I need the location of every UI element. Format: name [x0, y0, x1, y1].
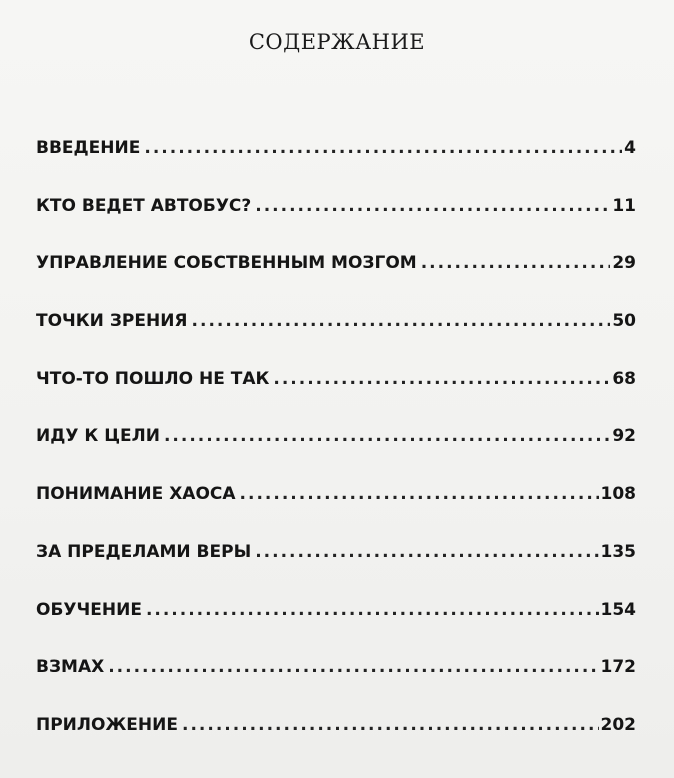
toc-entry	[36, 253, 636, 311]
toc-entry-label: ВЗМАХ	[36, 657, 105, 678]
page-title: СОДЕРЖАНИЕ	[248, 30, 426, 54]
toc-entry	[36, 369, 636, 427]
toc-entry-page: 4	[624, 138, 636, 158]
toc-entry-page: 29	[612, 253, 636, 274]
toc-entry	[36, 484, 636, 542]
toc-entry-page: 108	[600, 484, 636, 505]
toc-entry	[36, 311, 636, 369]
dot-leader	[240, 484, 599, 504]
toc-entry-label: ПРИЛОЖЕНИЕ	[36, 714, 178, 735]
toc-entry-page: 92	[612, 426, 636, 447]
toc-entry-label: ЧТО-ТО ПОШЛО НЕ ТАК	[36, 368, 270, 389]
toc-entry	[36, 600, 636, 658]
toc-entry-page: 154	[600, 599, 636, 620]
toc-entry	[36, 138, 636, 196]
toc-entry-page: 50	[612, 311, 636, 332]
toc-entry	[36, 542, 636, 600]
dot-leader	[421, 253, 611, 273]
toc-entry-label: УПРАВЛЕНИЕ СОБСТВЕННЫМ МОЗГОМ	[36, 253, 417, 274]
dot-leader	[273, 369, 610, 389]
toc-entry	[36, 657, 636, 715]
dot-leader	[255, 542, 598, 562]
dot-leader	[108, 657, 598, 677]
dot-leader	[146, 600, 599, 620]
toc-entry-page: 11	[612, 195, 636, 216]
toc-entry	[36, 715, 636, 773]
dot-leader	[255, 196, 610, 216]
toc-entry	[36, 196, 636, 254]
toc-entry	[36, 426, 636, 484]
toc-entry-label: ВВЕДЕНИЕ	[36, 138, 141, 158]
toc-entry-label: ТОЧКИ ЗРЕНИЯ	[36, 311, 188, 332]
toc-entry-label: ОБУЧЕНИЕ	[36, 599, 142, 620]
dot-leader	[164, 426, 610, 446]
dot-leader	[192, 311, 611, 331]
toc-entry-label: КТО ВЕДЕТ АВТОБУС?	[36, 195, 252, 216]
toc-entry-page: 202	[600, 714, 636, 735]
dot-leader	[182, 715, 599, 735]
toc-entry-label: ЗА ПРЕДЕЛАМИ ВЕРЫ	[36, 541, 252, 562]
dot-leader	[144, 138, 622, 158]
toc-entry-page: 135	[600, 541, 636, 562]
toc-entry-page: 68	[612, 368, 636, 389]
toc-entry-label: ИДУ К ЦЕЛИ	[36, 426, 160, 447]
table-of-contents	[36, 138, 636, 773]
toc-entry-label: ПОНИМАНИЕ ХАОСА	[36, 484, 236, 505]
toc-entry-page: 172	[600, 657, 636, 678]
